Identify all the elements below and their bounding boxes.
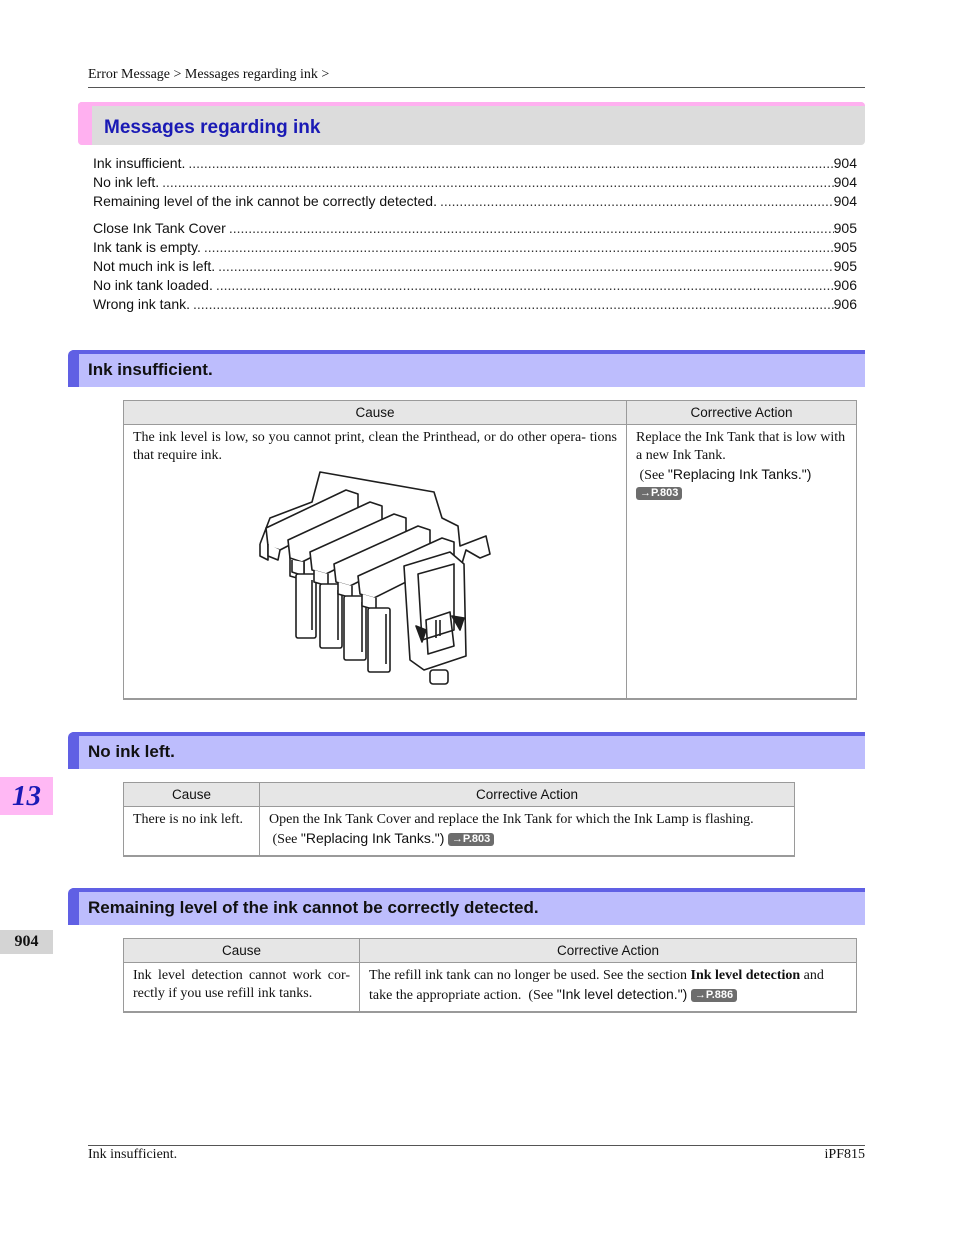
cause-action-table: [123, 782, 795, 857]
replacing-ink-tanks-link[interactable]: "Replacing Ink Tanks."): [667, 466, 812, 482]
footer-section-name: Ink insufficient.: [88, 1147, 178, 1162]
see-reference: (See "Replacing Ink Tanks."): [639, 466, 812, 483]
toc-entry-tank-empty[interactable]: Ink tank is empty. ..... 905: [93, 238, 857, 257]
table-of-contents: [93, 154, 857, 313]
action-cell: The refill ink tank can no longer be used. See the section Ink level detection and take the appropriate action. (See "Ink level detection.") →P.886: [360, 963, 857, 1013]
action-text: Open the Ink Tank Cover and replace the Ink Tank for which the Ink Lamp is flashing.: [269, 812, 754, 827]
toc-group: [93, 154, 857, 210]
action-text-cont: and take the appropriate action.: [369, 968, 824, 1003]
page-number-tab: 904: [0, 930, 53, 954]
cause-header: Cause: [124, 401, 627, 425]
section-title: Remaining level of the ink cannot be correctly detected.: [88, 898, 539, 917]
toc-entry-remaining-level[interactable]: Remaining level of the ink cannot be correctly detected. ..... 904: [93, 192, 857, 211]
action-text: The refill ink tank can no longer be used. See the section: [369, 968, 688, 983]
toc-entry-not-much-ink[interactable]: Not much ink is left. ..... 905: [93, 257, 857, 276]
toc-entry-close-cover[interactable]: Close Ink Tank Cover ..... 905: [93, 219, 857, 238]
toc-group: [93, 219, 857, 313]
page-ref-button[interactable]: →P.803: [636, 487, 682, 500]
section-title: No ink left.: [88, 742, 175, 761]
ink-level-detection-link[interactable]: "Ink level detection."): [556, 986, 688, 1002]
cause-header: Cause: [124, 783, 260, 807]
page-title: Messages regarding ink: [104, 117, 321, 138]
header-rule: [88, 87, 865, 88]
toc-entry-no-tank-loaded[interactable]: No ink tank loaded. ..... 906: [93, 276, 857, 295]
cause-cell: [124, 963, 360, 1013]
section-title: Ink insufficient.: [88, 360, 213, 379]
cause-action-table: [123, 938, 857, 1013]
chapter-tab[interactable]: 13: [0, 777, 53, 815]
toc-entry-no-ink-left[interactable]: No ink left. ..... 904: [93, 173, 857, 192]
action-cell: [627, 425, 857, 700]
action-text: Replace the Ink Tank that is low with a new Ink Tank.: [636, 430, 846, 463]
page-ref-button[interactable]: →P.886: [691, 989, 737, 1002]
toc-entry-ink-insufficient[interactable]: Ink insufficient. ..... 904: [93, 154, 857, 173]
replacing-ink-tanks-link[interactable]: "Replacing Ink Tanks."): [300, 830, 445, 846]
toc-entry-wrong-tank[interactable]: Wrong ink tank. ..... 906: [93, 295, 857, 314]
cause-header: Cause: [124, 939, 360, 963]
footer-rule: [88, 1145, 865, 1146]
action-header: Corrective Action: [627, 401, 857, 425]
section-header-ink-insufficient: [68, 350, 865, 387]
action-header: Corrective Action: [360, 939, 857, 963]
cause-action-table: [123, 400, 857, 700]
footer-model-name: iPF815: [824, 1147, 865, 1162]
ink-level-detection-term: Ink level detection: [690, 968, 801, 983]
cause-text: There is no ink left.: [133, 812, 244, 827]
cause-text: Ink level detection cannot work cor- rectly if you use refill ink tanks.: [133, 968, 350, 1001]
action-cell: [260, 807, 795, 857]
section-header-remaining-level: [68, 888, 865, 925]
cause-text: The ink level is low, so you cannot print, clean the Printhead, or do other opera- tions that require ink.: [133, 430, 617, 463]
section-header-no-ink-left: [68, 732, 865, 769]
see-reference: (See "Replacing Ink Tanks.") →P.803: [269, 829, 785, 849]
cause-cell: [124, 807, 260, 857]
cause-cell: [124, 425, 627, 700]
page-ref-button[interactable]: →P.803: [448, 833, 494, 846]
title-bar: [78, 102, 865, 145]
breadcrumb: Error Message > Messages regarding ink >: [88, 67, 330, 82]
action-header: Corrective Action: [260, 783, 795, 807]
ink-tank-illustration: [254, 470, 504, 692]
